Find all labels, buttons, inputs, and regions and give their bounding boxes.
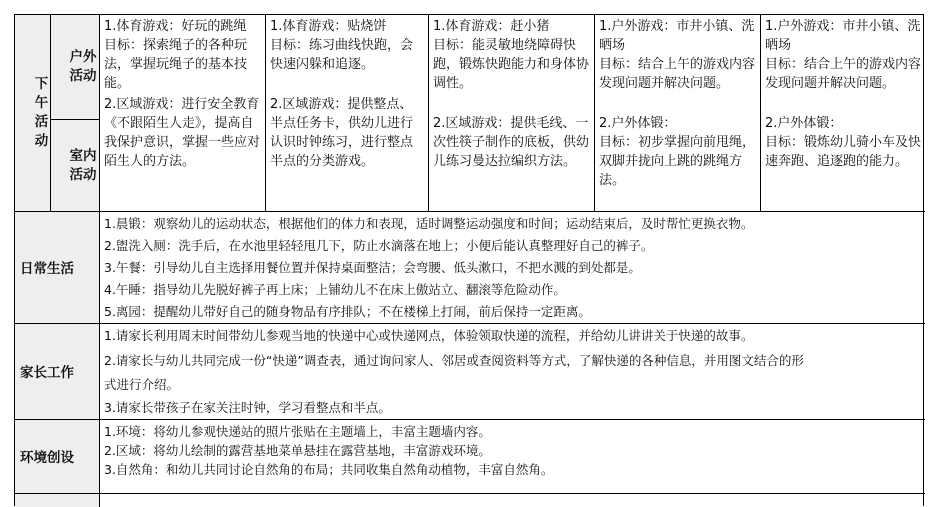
weekly-plan-table	[14, 14, 924, 506]
afternoon-day-5	[761, 15, 925, 211]
daily-life-item: 2.盥洗入厕：洗手后，在水池里轻轻甩几下，防止水滴落在地上；小便后能认真整理好自己的裤子。	[104, 238, 654, 253]
environment-item: 3.自然角：和幼儿共同讨论自然角的布局；共同收集自然角动植物，丰富自然角。	[104, 462, 554, 477]
environment-item: 1.环境：将幼儿参观快递站的照片张贴在主题墙上，丰富主题墙内容。	[104, 424, 491, 439]
grid-line	[15, 323, 925, 324]
daily-life-item: 5.离园：提醒幼儿带好自己的随身物品有序排队；不在楼梯上打闹，前后保持一定距离。	[104, 304, 591, 319]
daily-life-item: 1.晨锻：观察幼儿的运动状态，根据他们的体力和表现，适时调整运动强度和时间；运动结束后，及时帮忙更换衣物。	[104, 216, 754, 231]
parent-work-item: 2.请家长与幼儿共同完成一份“快递”调查表，通过询问家人、邻居或查阅资料等方式，了解快递的各种信息，并用图文结合的形	[104, 353, 804, 368]
indoor-activity-text: 2.户外体锻： 目标：初步掌握向前甩绳，双脚并拢向上跳的跳绳方法。	[599, 116, 756, 188]
outdoor-activity-text: 1.户外游戏：市井小镇、洗晒场 目标：结合上午的游戏内容发现问题并解决问题。	[765, 19, 922, 91]
grid-line	[15, 419, 925, 420]
parent-work-item: 1.请家长利用周末时间带幼儿参观当地的快递中心或快递网点，体验领取快递的流程，并给幼儿讲讲关于快递的故事。	[104, 328, 754, 343]
afternoon-day-1	[100, 15, 265, 211]
environment-content	[100, 422, 925, 479]
outdoor-activity-text: 1.体育游戏：赶小猪 目标：能灵敏地绕障碍快跑，锻炼快跑能力和身体协调性。	[433, 19, 590, 91]
indoor-activity-text: 2.户外体锻： 目标：锻炼幼儿骑小车及快速奔跑、追逐跑的能力。	[765, 116, 922, 169]
indoor-activity-text: 2.区域游戏：提供毛线、一次性筷子制作的底板，供幼儿练习曼达拉编织方法。	[433, 116, 590, 169]
parent-work-content	[100, 325, 925, 419]
afternoon-day-3	[429, 15, 594, 211]
indoor-activities-label: 室内活动	[69, 147, 97, 183]
parent-work-label: 家长工作	[20, 365, 74, 381]
daily-life-item: 3.午餐：引导幼儿自主选择用餐位置并保持桌面整洁；会弯腰、低头漱口，不把水溅的到处都是。	[104, 260, 641, 275]
environment-item: 2.区域：将幼儿绘制的露营基地菜单悬挂在露营基地，丰富游戏环境。	[104, 443, 491, 458]
outdoor-activity-text: 1.体育游戏：贴烧饼 目标：练习曲线快跑，会快速闪躲和追逐。	[270, 19, 414, 72]
grid-line	[15, 493, 925, 494]
indoor-activity-text: 2.区域游戏：提供整点、半点任务卡，供幼儿进行认识时钟练习，进行整点半点的分类游戏。	[270, 97, 414, 169]
outdoor-activity-text: 1.体育游戏：好玩的跳绳 目标：探索绳子的各种玩法，掌握玩绳子的基本技能。	[104, 19, 248, 91]
afternoon-activities-label: 下午活动	[34, 76, 49, 149]
daily-life-content	[100, 213, 925, 323]
outdoor-activity-text: 1.户外游戏：市井小镇、洗晒场 目标：结合上午的游戏内容发现问题并解决问题。	[599, 19, 756, 91]
afternoon-day-2	[266, 15, 428, 211]
environment-label: 环境创设	[20, 450, 74, 466]
indoor-activity-text: 2.区域游戏：进行安全教育《不跟陌生人走》，提高自我保护意识，掌握一些应对陌生人的方法。	[104, 97, 261, 169]
parent-work-item: 式进行介绍。	[104, 377, 180, 392]
daily-life-label: 日常生活	[20, 261, 74, 277]
parent-work-item: 3.请家长带孩子在家关注时钟，学习看整点和半点。	[104, 400, 391, 415]
daily-life-item: 4.午睡：指导幼儿先脱好裤子再上床；上铺幼儿不在床上傲站立、翻滚等危险动作。	[104, 282, 566, 297]
outdoor-activities-label: 户外活动	[69, 49, 97, 84]
next-row-label-background	[15, 493, 99, 507]
grid-line	[15, 211, 925, 212]
afternoon-day-4	[595, 15, 760, 211]
